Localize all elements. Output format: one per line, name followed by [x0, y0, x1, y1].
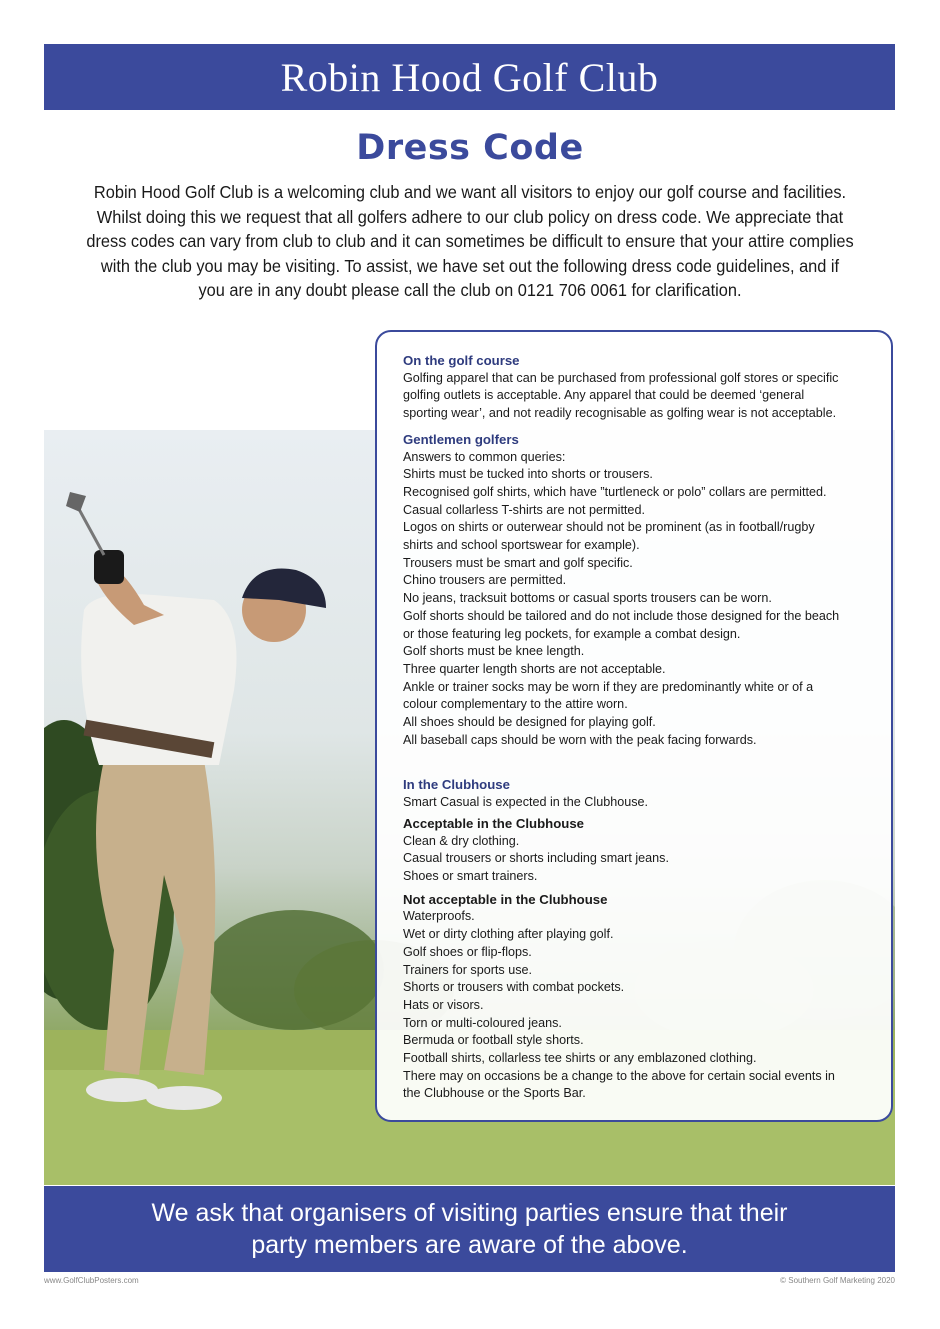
gentlemen-line: Trousers must be smart and golf specific. [403, 555, 633, 570]
page-title: Dress Code [356, 128, 584, 168]
not-acceptable-line: Trainers for sports use. [403, 962, 533, 977]
acceptable-line: Clean & dry clothing. [403, 833, 520, 848]
acceptable-heading: Acceptable in the Clubhouse [403, 815, 584, 831]
golf-course-line: Golfing apparel that can be purchased from professional golf stores or specific [403, 370, 839, 385]
gentlemen-line: Shirts must be tucked into shorts or trousers. [403, 467, 653, 482]
intro-paragraph [79, 180, 860, 303]
bottom-banner-line: We ask that organisers of visiting parties ensure that their [151, 1199, 788, 1227]
not-acceptable-line: Hats or visors. [403, 997, 484, 1012]
not-acceptable-line: There may on occasions be a change to the above for certain social events in [403, 1068, 835, 1083]
gentlemen-line: or those featuring leg pockets, for example a combat design. [403, 626, 741, 641]
club-name: Robin Hood Golf Club [280, 54, 659, 100]
gentlemen-line: Three quarter length shorts are not acceptable. [403, 661, 666, 676]
bottom-banner [44, 1186, 895, 1272]
gentlemen-line: Ankle or trainer socks may be worn if they are predominantly white or of a [403, 679, 814, 694]
gentlemen-line: Golf shorts must be knee length. [403, 644, 585, 659]
section-heading-gentlemen: Gentlemen golfers [403, 431, 519, 447]
gentlemen-line: Logos on shirts or outerwear should not be prominent (as in football/rugby [403, 520, 815, 535]
acceptable-line: Shoes or smart trainers. [403, 868, 538, 883]
section-heading-golf-course: On the golf course [403, 353, 520, 368]
footer-website: www.GolfClubPosters.com [44, 1276, 139, 1285]
intro-line: Whilst doing this we request that all golfers adhere to our club policy on dress code. We appreciate that [96, 206, 844, 227]
intro-line: dress codes can vary from club to club and it can sometimes be difficult to ensure that your attire complies [86, 231, 854, 251]
intro-line: with the club you may be visiting. To assist, we have set out the following dress code guidelines, and if [100, 255, 840, 276]
not-acceptable-line: the Clubhouse or the Sports Bar. [403, 1086, 586, 1101]
gentlemen-line: Answers to common queries: [403, 449, 566, 464]
gentlemen-line: shirts and school sportswear for example). [403, 538, 640, 553]
bottom-banner-line: party members are aware of the above. [251, 1231, 688, 1259]
golf-course-line: golfing outlets is acceptable. Any apparel that could be deemed ‘general [403, 388, 805, 403]
gentlemen-line: colour complementary to the attire worn. [403, 697, 628, 712]
intro-line: you are in any doubt please call the club on 0121 706 0061 for clarification. [198, 280, 742, 300]
not-acceptable-line: Football shirts, collarless tee shirts or any emblazoned clothing. [403, 1051, 757, 1066]
golf-course-line: sporting wear’, and not readily recognisable as golfing wear is not acceptable. [403, 406, 837, 421]
gentlemen-line: All shoes should be designed for playing golf. [403, 715, 656, 730]
not-acceptable-line: Waterproofs. [403, 909, 475, 924]
intro-line: Robin Hood Golf Club is a welcoming club and we want all visitors to enjoy our golf course and facilities. [93, 182, 847, 202]
not-acceptable-line: Bermuda or football style shorts. [403, 1033, 584, 1048]
not-acceptable-line: Torn or multi-coloured jeans. [403, 1015, 562, 1030]
gentlemen-line: Casual collarless T-shirts are not permitted. [403, 502, 645, 517]
gentlemen-line: No jeans, tracksuit bottoms or casual sports trousers can be worn. [403, 591, 772, 606]
acceptable-line: Casual trousers or shorts including smart jeans. [403, 851, 669, 866]
footer-copyright: © Southern Golf Marketing 2020 [780, 1276, 895, 1285]
header-banner [44, 44, 895, 110]
gentlemen-line: Golf shorts should be tailored and do not include those designed for the beach [403, 608, 840, 623]
gentlemen-line: Recognised golf shirts, which have ”turtleneck or polo” collars are permitted. [403, 484, 827, 499]
not-acceptable-heading: Not acceptable in the Clubhouse [403, 891, 608, 907]
not-acceptable-line: Wet or dirty clothing after playing golf. [403, 927, 614, 942]
gentlemen-line: Chino trousers are permitted. [403, 573, 567, 588]
clubhouse-intro: Smart Casual is expected in the Clubhouse. [403, 795, 649, 810]
section-heading-clubhouse: In the Clubhouse [403, 777, 510, 793]
not-acceptable-line: Golf shoes or flip-flops. [403, 944, 532, 959]
dress-code-panel [375, 330, 893, 1122]
gentlemen-line: All baseball caps should be worn with the peak facing forwards. [403, 732, 757, 747]
not-acceptable-line: Shorts or trousers with combat pockets. [403, 980, 625, 995]
